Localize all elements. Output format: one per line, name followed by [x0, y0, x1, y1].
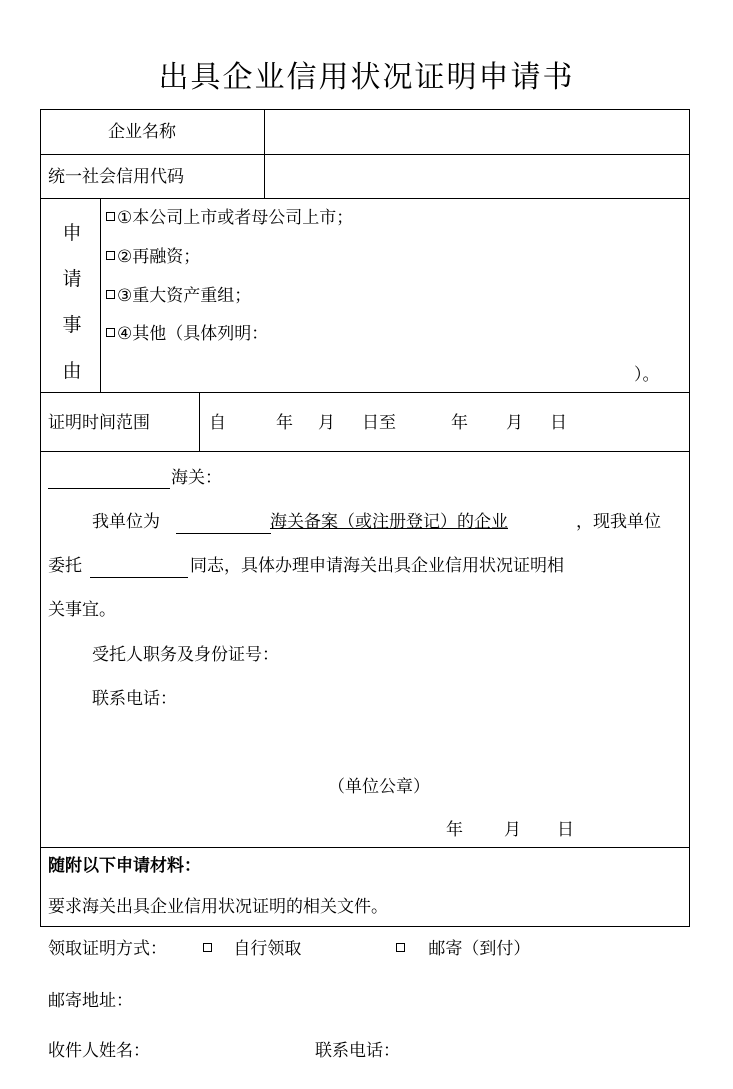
- table-rule: [40, 451, 690, 452]
- letter-line1-prefix: 我单位为: [92, 512, 160, 532]
- checkbox-icon[interactable]: [106, 251, 115, 260]
- reason-option-4[interactable]: [106, 324, 268, 344]
- reason-label-char: 事: [62, 314, 82, 336]
- period-day-2: 日: [550, 413, 567, 433]
- letter-line1-middle: 海关备案（或注册登记）的企业: [270, 512, 508, 532]
- letter-line2-suffix: 同志，具体办理申请海关出具企业信用状况证明相: [190, 556, 564, 576]
- reason-option-2[interactable]: [106, 247, 200, 267]
- delivery-option-text: 自行领取: [233, 939, 302, 959]
- recipient-phone-label: 联系电话：: [315, 1041, 400, 1061]
- customs-blank[interactable]: [48, 488, 170, 489]
- seal-label: （单位公章）: [328, 777, 430, 797]
- reason-option-text: ②再融资；: [117, 247, 201, 267]
- table-rule: [40, 154, 690, 155]
- attachments-item: 要求海关出具企业信用状况证明的相关文件。: [48, 897, 388, 917]
- agent-info-label: 受托人职务及身份证号：: [92, 645, 279, 665]
- company-name-label: 企业名称: [108, 122, 176, 142]
- table-col-divider: [100, 198, 101, 392]
- credit-code-label: 统一社会信用代码: [48, 167, 184, 187]
- checkbox-icon[interactable]: [396, 943, 405, 952]
- reason-option-text: ④其他（具体列明：: [117, 324, 269, 344]
- recipient-name-label: 收件人姓名：: [48, 1041, 150, 1061]
- delivery-option-text: 邮寄（到付）: [428, 939, 531, 959]
- reason-option-text: ③重大资产重组；: [117, 286, 252, 306]
- delivery-option-mail[interactable]: [396, 939, 530, 959]
- letter-line3: 关事宜。: [48, 600, 116, 620]
- sign-month: 月: [504, 820, 521, 840]
- contact-phone-label: 联系电话：: [92, 689, 177, 709]
- sign-year: 年: [446, 820, 463, 840]
- period-month-2: 月: [506, 413, 523, 433]
- period-year-2: 年: [451, 413, 468, 433]
- reason-close: ）。: [634, 365, 660, 385]
- reason-option-1[interactable]: [106, 208, 353, 228]
- period-label: 证明时间范围: [48, 413, 150, 433]
- checkbox-icon[interactable]: [106, 212, 115, 221]
- table-rule: [40, 392, 690, 393]
- checkbox-icon[interactable]: [106, 290, 115, 299]
- attachments-heading: 随附以下申请材料：: [48, 856, 201, 876]
- reason-option-3[interactable]: [106, 286, 251, 306]
- period-from: 自: [209, 413, 226, 433]
- period-month-1: 月: [318, 413, 335, 433]
- customs-suffix: 海关：: [171, 468, 222, 488]
- period-day-to: 日至: [362, 413, 396, 433]
- checkbox-icon[interactable]: [203, 943, 212, 952]
- reason-label-char: 由: [62, 360, 82, 382]
- mail-address-label: 邮寄地址：: [48, 991, 133, 1011]
- sign-day: 日: [557, 820, 574, 840]
- reason-label-char: 申: [62, 222, 82, 244]
- table-col-divider: [264, 109, 265, 199]
- checkbox-icon[interactable]: [106, 328, 115, 337]
- customs-blank[interactable]: [176, 533, 271, 534]
- table-rule: [40, 198, 690, 199]
- reason-label-char: 请: [62, 268, 82, 290]
- period-year-1: 年: [276, 413, 293, 433]
- delegate-name-blank[interactable]: [90, 577, 188, 578]
- page-title: 出具企业信用状况证明申请书: [158, 60, 575, 95]
- delivery-label: 领取证明方式：: [48, 939, 167, 959]
- reason-option-text: ①本公司上市或者母公司上市；: [117, 208, 354, 228]
- table-rule: [40, 847, 690, 848]
- delivery-option-self[interactable]: [203, 939, 301, 959]
- letter-line1-suffix: ，现我单位: [576, 512, 661, 532]
- letter-line2-prefix: 委托: [48, 556, 82, 576]
- table-col-divider: [199, 392, 200, 451]
